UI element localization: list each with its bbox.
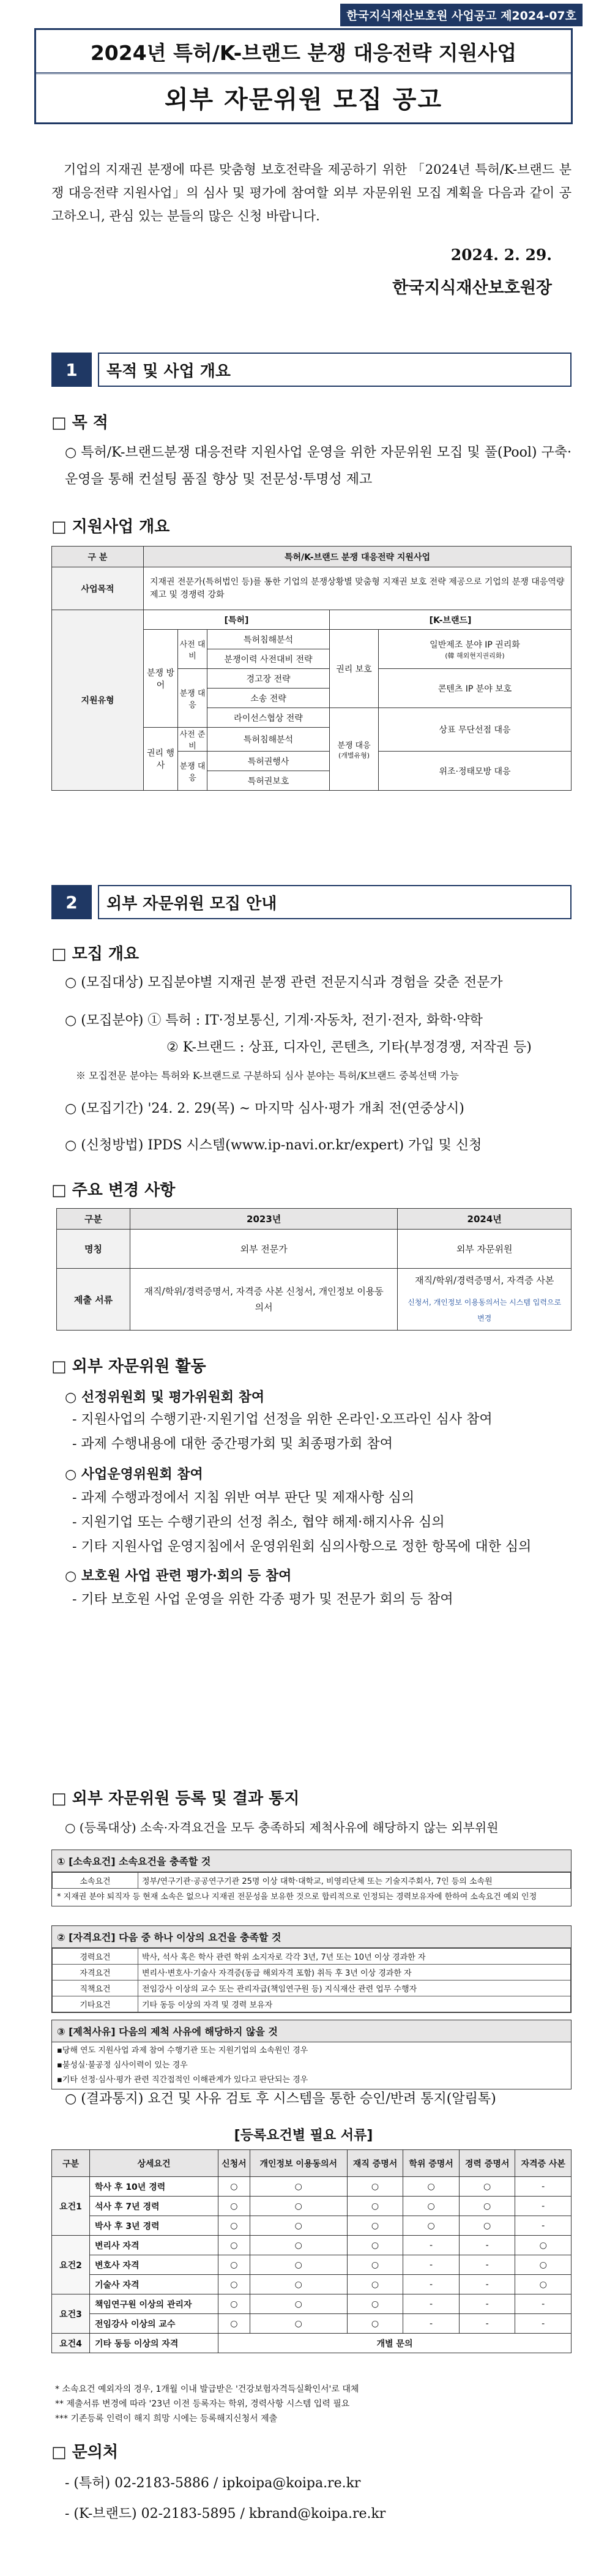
activity-item: ○ 사업운영위원회 참여 xyxy=(65,1466,203,1482)
docs-footnote: * 소속요건 예외자의 경우, 1개월 이내 발급받은 '건강보험자격득실확인서'로 대체 xyxy=(55,2384,359,2394)
cell: ○ xyxy=(250,2275,347,2294)
cell: ○ xyxy=(347,2197,403,2216)
row-label: 변리사 자격 xyxy=(90,2236,218,2255)
cell: - xyxy=(515,2216,572,2236)
cell xyxy=(398,1269,572,1331)
reg-result: ○ (결과통지) 요건 및 사유 검토 후 시스템을 통한 승인/반려 통지(알림톡) xyxy=(65,2091,496,2107)
box-header: ③ [제척사유] 다음의 제척 사유에 해당하지 않을 것 xyxy=(52,2020,571,2042)
sub-dispute-resp2: 분쟁 대응 xyxy=(178,752,207,791)
activity-title: □ 외부 자문위원 활동 xyxy=(51,1357,206,1376)
row-label: 책임연구원 이상의 관리자 xyxy=(90,2294,218,2314)
section-label: 목적 및 사업 개요 xyxy=(98,353,572,387)
patent-item: 분쟁이력 사전대비 전략 xyxy=(207,649,330,669)
box-header: ① [소속요건] 소속요건을 충족할 것 xyxy=(52,1850,571,1872)
patent-item: 라이선스협상 전략 xyxy=(207,708,330,728)
cell-note: 신청서, 개인정보 이용동의서는 시스템 입력으로 변경 xyxy=(408,1298,562,1323)
cell: - xyxy=(403,2294,460,2314)
cell: ○ xyxy=(347,2177,403,2197)
cell: ○ xyxy=(218,2197,250,2216)
col-header: 신청서 xyxy=(218,2150,250,2177)
cell: ○ xyxy=(347,2314,403,2334)
patent-item: 특허권행사 xyxy=(207,752,330,771)
box-item: ▪기타 선정·심사·평가 관련 직간접적인 이해관계가 있다고 판단되는 경우 xyxy=(57,2075,308,2085)
table-row xyxy=(52,2236,572,2255)
box-row-head: 경력요건 xyxy=(53,1949,138,1965)
col-header: 특허/K-브랜드 분쟁 대응전략 지원사업 xyxy=(144,547,572,567)
brand-item xyxy=(379,630,572,669)
col-header: 경력 증명서 xyxy=(459,2150,515,2177)
patent-item: 특허침해분석 xyxy=(207,728,330,752)
section-number: 2 xyxy=(51,885,92,919)
sub-pre-prep2: 사전 준비 xyxy=(178,728,207,752)
cell: - xyxy=(403,2275,460,2294)
table-row xyxy=(52,2294,572,2314)
activity-detail: - 기타 지원사업 운영지침에서 운영위원회 심의사항으로 정한 항목에 대한 심의 xyxy=(72,1539,532,1555)
cell: ○ xyxy=(218,2275,250,2294)
cell: ○ xyxy=(250,2294,347,2314)
cell: ○ xyxy=(459,2177,515,2197)
sub-pre-prep: 사전 대비 xyxy=(178,630,207,669)
purpose-text: ○ 특허/K-브랜드분쟁 대응전략 지원사업 운영을 위한 자문위원 모집 및 풀(Pool) 구축·운영을 통해 컨설팅 품질 향상 및 전문성·투명성 제고 xyxy=(65,445,572,487)
cell: ○ xyxy=(347,2216,403,2236)
cell: ○ xyxy=(250,2177,347,2197)
box-row-text: 박사, 석사 혹은 학사 관련 학위 소지자로 각각 3년, 7년 또는 10년 이상 경과한 자 xyxy=(138,1949,571,1965)
col-header: 재직 증명서 xyxy=(347,2150,403,2177)
requirement-box-2 xyxy=(51,1925,572,2013)
cell: ○ xyxy=(218,2255,250,2275)
cell: ○ xyxy=(250,2216,347,2236)
table-row xyxy=(52,2216,572,2236)
patent-item: 경고장 전략 xyxy=(207,669,330,689)
requirement-box-3 xyxy=(51,2020,572,2089)
activity-detail: - 과제 수행내용에 대한 중간평가회 및 최종평가회 참여 xyxy=(72,1436,393,1452)
cell: ○ xyxy=(250,2236,347,2255)
group-cell: 요건4 xyxy=(52,2334,90,2353)
cell: ○ xyxy=(403,2197,460,2216)
cell: - xyxy=(459,2236,515,2255)
row-label: 학사 후 10년 경력 xyxy=(90,2177,218,2197)
row-text: 지재권 전문가(특허법인 등)를 통한 기업의 분쟁상황별 맞춤형 지재권 보호 전략 제공으로 기업의 분쟁 대응역량 제고 및 경쟁력 강화 xyxy=(144,567,572,610)
cell: ○ xyxy=(250,2255,347,2275)
brand-header: [K-브랜드] xyxy=(330,610,572,630)
box-row-text: 정부/연구기관·공공연구기관 25명 이상 대학·대학교, 비영리단체 또는 기술지주회사, 7인 등의 소속원 xyxy=(138,1873,571,1889)
col-header: 상세요건 xyxy=(90,2150,218,2177)
activity-detail: - 지원기업 또는 수행기관의 선정 취소, 협약 해제·해지사유 심의 xyxy=(72,1515,445,1530)
contact-title: □ 문의처 xyxy=(51,2443,118,2462)
cell: ○ xyxy=(218,2177,250,2197)
cell: ○ xyxy=(250,2314,347,2334)
cell: 재직/학위/경력증명서, 자격증 사본 신청서, 개인정보 이용동의서 xyxy=(130,1269,398,1331)
col-header: 2024년 xyxy=(398,1209,572,1230)
overview-title: □ 지원사업 개요 xyxy=(51,518,170,536)
recruit-field1: ○ (모집분야) ① 특허 : IT·정보통신, 기계·자동차, 전기·전자, 화학·약학 xyxy=(65,1013,483,1028)
section-1-header xyxy=(51,353,572,387)
cell-text: 재직/학위/경력증명서, 자격증 사본 xyxy=(415,1275,554,1286)
cell: ○ xyxy=(515,2236,572,2255)
brand-item: 위조·정태모방 대응 xyxy=(379,752,572,791)
cell: ○ xyxy=(218,2294,250,2314)
cat-rights-protect: 권리 보호 xyxy=(330,630,379,708)
cell: - xyxy=(403,2255,460,2275)
changes-table xyxy=(56,1208,572,1331)
cell: ○ xyxy=(347,2255,403,2275)
cell: ○ xyxy=(218,2236,250,2255)
cell: - xyxy=(459,2255,515,2275)
table-row xyxy=(52,2334,572,2353)
box-table xyxy=(52,1948,571,2012)
col-header: 학위 증명서 xyxy=(403,2150,460,2177)
cell: 외부 자문위원 xyxy=(398,1230,572,1269)
overview-table xyxy=(51,546,572,791)
recruit-field2: ② K-브랜드 : 상표, 디자인, 콘텐츠, 기타(부정경쟁, 저작권 등) xyxy=(166,1040,532,1055)
reg-title: □ 외부 자문위원 등록 및 결과 통지 xyxy=(51,1790,300,1808)
cell: - xyxy=(459,2294,515,2314)
docs-footnote: ** 제출서류 변경에 따라 '23년 이전 등록자는 학위, 경력사항 시스템 입력 필요 xyxy=(55,2399,350,2409)
purpose-title: □ 목 적 xyxy=(51,414,108,432)
box-item: ▪불성실·불공정 심사이력이 있는 경우 xyxy=(57,2061,188,2070)
table-row xyxy=(52,2197,572,2216)
title-line1: 2024년 특허/K-브랜드 분쟁 대응전략 지원사업 xyxy=(36,30,571,74)
cell: 외부 전문가 xyxy=(130,1230,398,1269)
box-row-head: 소속요건 xyxy=(53,1873,138,1889)
table-row xyxy=(52,2255,572,2275)
box-row-head: 직책요건 xyxy=(53,1981,138,1996)
col-header: 개인정보 이용동의서 xyxy=(250,2150,347,2177)
reg-target: ○ (등록대상) 소속·자격요건을 모두 충족하되 제척사유에 해당하지 않는 외부위원 xyxy=(65,1820,499,1835)
section-2-header xyxy=(51,885,572,919)
recruit-method: ○ (신청방법) IPDS 시스템(www.ip-navi.or.kr/expert) 가입 및 신청 xyxy=(65,1138,482,1153)
row-head: 지원유형 xyxy=(52,610,144,791)
section-label: 외부 자문위원 모집 안내 xyxy=(98,885,572,919)
box-row-text: 변리사·변호사·기술사 자격증(동급 해외자격 포함) 취득 후 3년 이상 경과한 자 xyxy=(138,1965,571,1981)
cat-dispute-resp3-text: 분쟁 대응 xyxy=(337,741,371,750)
row-label: 기타 동등 이상의 자격 xyxy=(90,2334,218,2353)
recruit-title: □ 모집 개요 xyxy=(51,945,140,963)
cell: ○ xyxy=(218,2216,250,2236)
col-header: 2023년 xyxy=(130,1209,398,1230)
recruit-period: ○ (모집기간) '24. 2. 29(목) ~ 마지막 심사·평가 개최 전(연중상시) xyxy=(65,1101,464,1116)
table-row xyxy=(52,2314,572,2334)
requirement-box-1 xyxy=(51,1850,572,1906)
cell: - xyxy=(515,2197,572,2216)
cell: ○ xyxy=(515,2255,572,2275)
activity-detail: - 과제 수행과정에서 지침 위반 여부 판단 및 제재사항 심의 xyxy=(72,1490,415,1506)
group-cell: 요건1 xyxy=(52,2177,90,2236)
title-line2: 외부 자문위원 모집 공고 xyxy=(164,86,443,114)
col-header: 자격증 사본 xyxy=(515,2150,572,2177)
intro-text: 기업의 지재권 분쟁에 따른 맞춤형 보호전략을 제공하기 위한 「2024년 특허/K-브랜드 분쟁 대응전략 지원사업」의 심사 및 평가에 참여할 외부 자문위원 모집 계획을 다음과 같이 공고하오니, 관심 있는 분들의 많은 신청 바랍니다. xyxy=(51,162,572,223)
brand-item: 콘텐츠 IP 분야 보호 xyxy=(379,669,572,708)
box-item: ▪당해 연도 지원사업 과제 참여 수행기관 또는 지원기업의 소속원인 경우 xyxy=(57,2046,308,2055)
title-box xyxy=(34,28,573,124)
row-label: 전임강사 이상의 교수 xyxy=(90,2314,218,2334)
docs-title: [등록요건별 필요 서류] xyxy=(234,2128,373,2143)
contact-line: - (K-브랜드) 02-2183-5895 / kbrand@koipa.re.kr xyxy=(65,2506,386,2522)
brand-item: 상표 무단선점 대응 xyxy=(379,708,572,752)
cell: - xyxy=(403,2314,460,2334)
cell: - xyxy=(459,2275,515,2294)
changes-title: □ 주요 변경 사항 xyxy=(51,1181,176,1200)
patent-header: [특허] xyxy=(144,610,330,630)
cat-dispute-resp3-sub: (개별유형) xyxy=(338,751,370,760)
activity-item: ○ 보호원 사업 관련 평가·회의 등 참여 xyxy=(65,1568,292,1584)
patent-item: 소송 전략 xyxy=(207,689,330,708)
cat-dispute-prevent: 분쟁 방어 xyxy=(144,630,178,728)
box-row-head: 자격요건 xyxy=(53,1965,138,1981)
overview-table-wrap xyxy=(51,546,572,791)
cell: 개별 문의 xyxy=(218,2334,572,2353)
box-row-head: 기타요건 xyxy=(53,1996,138,2012)
row-label: 기술사 자격 xyxy=(90,2275,218,2294)
cell: ○ xyxy=(459,2216,515,2236)
box-row-text: 기타 동등 이상의 자격 및 경력 보유자 xyxy=(138,1996,571,2012)
cell: ○ xyxy=(218,2314,250,2334)
cat-rights-exercise: 권리 행사 xyxy=(144,728,178,791)
cell: ○ xyxy=(515,2275,572,2294)
group-cell: 요건2 xyxy=(52,2236,90,2294)
box-header: ② [자격요건] 다음 중 하나 이상의 요건을 충족할 것 xyxy=(52,1926,571,1948)
table-row xyxy=(52,2275,572,2294)
col-header: 구분 xyxy=(52,2150,90,2177)
docs-footnote: *** 기존등록 인력이 해지 희망 시에는 등록해지신청서 제출 xyxy=(55,2414,278,2424)
cell: ○ xyxy=(459,2197,515,2216)
contact-line: - (특허) 02-2183-5886 / ipkoipa@koipa.re.kr xyxy=(65,2476,361,2491)
cell: ○ xyxy=(403,2177,460,2197)
row-label: 박사 후 3년 경력 xyxy=(90,2216,218,2236)
cell: - xyxy=(403,2236,460,2255)
col-header: 구 분 xyxy=(52,547,144,567)
sub-dispute-resp: 분쟁 대응 xyxy=(178,669,207,728)
cat-dispute-resp3 xyxy=(330,708,379,791)
box-table xyxy=(52,1872,571,1889)
docs-table xyxy=(51,2149,572,2353)
patent-item: 특허침해분석 xyxy=(207,630,330,649)
box-note: * 지재권 분야 퇴직자 등 현재 소속은 없으나 지재권 전문성을 보유한 것으로 합리적으로 인정되는 경력보유자에 한하여 소속요건 예외 인정 xyxy=(57,1892,537,1902)
cell: ○ xyxy=(347,2294,403,2314)
patent-item: 특허권보호 xyxy=(207,771,330,791)
cell: - xyxy=(515,2294,572,2314)
row-head: 제출 서류 xyxy=(57,1269,130,1331)
row-label: 석사 후 7년 경력 xyxy=(90,2197,218,2216)
cell: - xyxy=(459,2314,515,2334)
brand-item-text: 일반제조 분야 IP 권리화 xyxy=(430,640,520,650)
cell: ○ xyxy=(347,2275,403,2294)
row-label: 변호사 자격 xyxy=(90,2255,218,2275)
announcement-number: 한국지식재산보호원 사업공고 제2024-07호 xyxy=(340,4,583,26)
row-head: 사업목적 xyxy=(52,567,144,610)
cell: ○ xyxy=(403,2216,460,2236)
table-row xyxy=(52,2177,572,2197)
group-cell: 요건3 xyxy=(52,2294,90,2334)
col-header: 구분 xyxy=(57,1209,130,1230)
activity-detail: - 기타 보호원 사업 운영을 위한 각종 평가 및 전문가 회의 등 참여 xyxy=(72,1592,453,1607)
activity-item: ○ 선정위원회 및 평가위원회 참여 xyxy=(65,1389,265,1405)
announcement-date: 2024. 2. 29. xyxy=(450,246,552,264)
cell: ○ xyxy=(250,2197,347,2216)
cell: - xyxy=(515,2314,572,2334)
cell: ○ xyxy=(347,2236,403,2255)
recruit-target: ○ (모집대상) 모집분야별 지재권 분쟁 관련 전문지식과 경험을 갖춘 전문가 xyxy=(65,975,503,990)
activity-detail: - 지원사업의 수행기관·지원기업 선정을 위한 온라인·오프라인 심사 참여 xyxy=(72,1412,493,1427)
section-number: 1 xyxy=(51,353,92,387)
box-row-text: 전임강사 이상의 교수 또는 관리자급(책임연구원 등) 지식재산 관련 업무 수행자 xyxy=(138,1981,571,1996)
organization-name: 한국지식재산보호원장 xyxy=(392,278,552,297)
brand-item-sub: (韓 해외현지권리화) xyxy=(445,651,505,660)
cell: - xyxy=(515,2177,572,2197)
row-head: 명칭 xyxy=(57,1230,130,1269)
recruit-field-note: ※ 모집전문 분야는 특허와 K-브랜드로 구분하되 심사 분야는 특허/K브랜드 중복선택 가능 xyxy=(76,1070,459,1081)
